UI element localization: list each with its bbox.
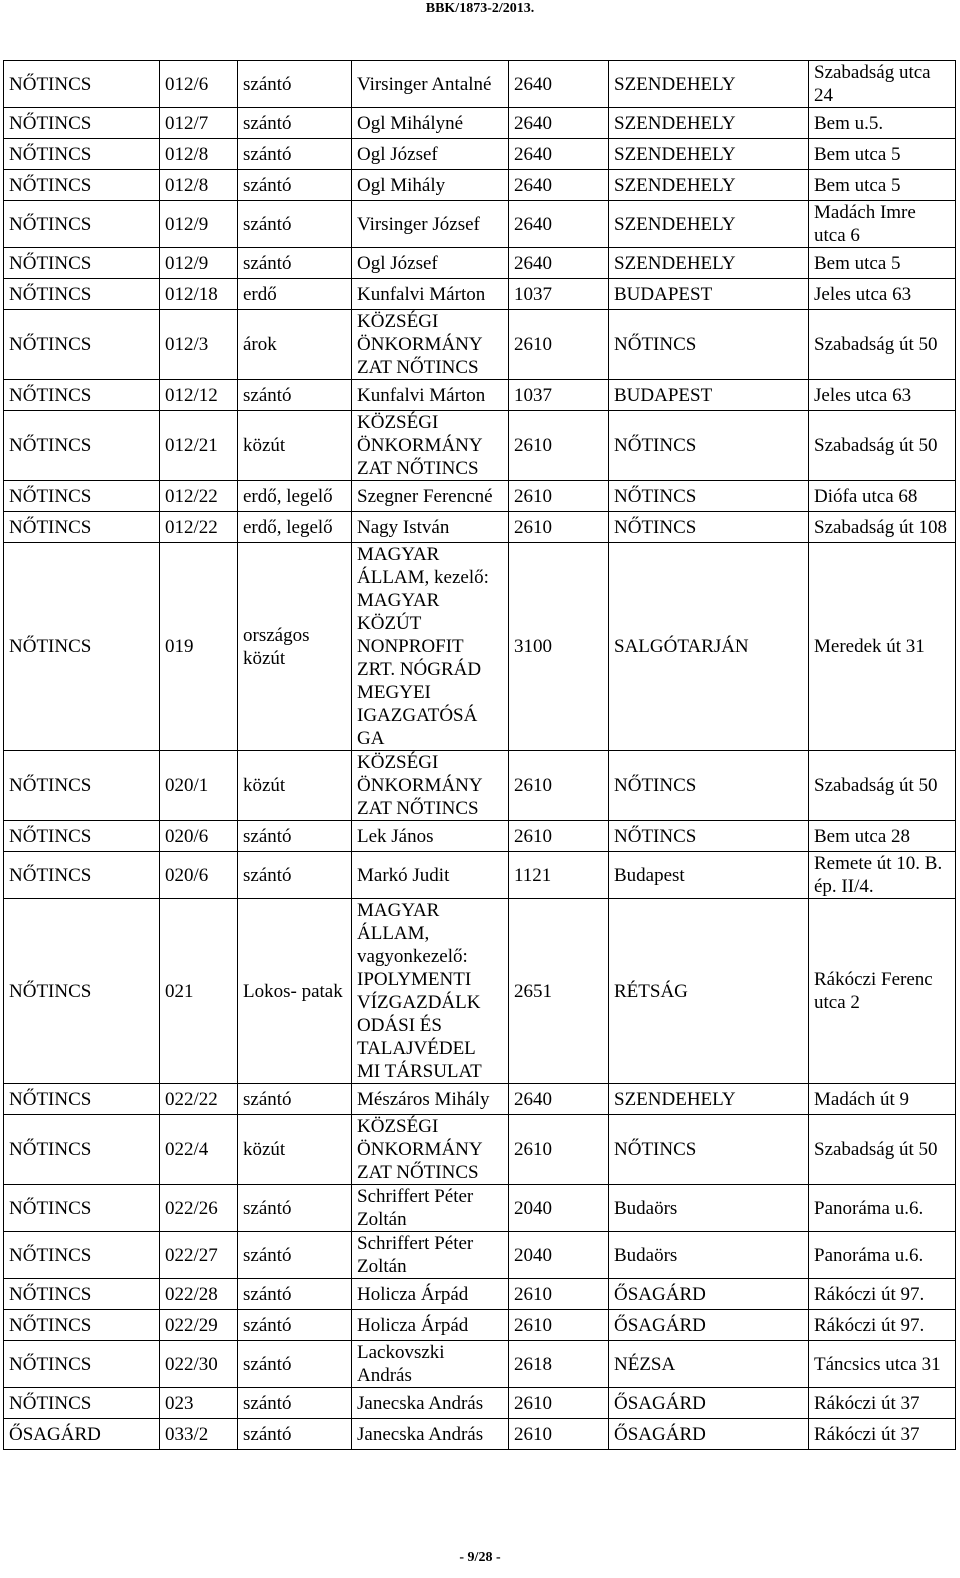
city-cell: SZENDEHELY — [609, 139, 809, 170]
parcel-number-cell: 022/4 — [160, 1115, 238, 1185]
postal-code-cell: 2040 — [509, 1185, 609, 1232]
postal-code-cell: 1037 — [509, 380, 609, 411]
cultivation-cell: szántó — [238, 1388, 352, 1419]
postal-code-cell: 2610 — [509, 310, 609, 380]
address-cell: Bem u.5. — [809, 108, 956, 139]
owner-name-cell: Nagy István — [352, 512, 509, 543]
table-row — [4, 170, 956, 201]
owner-name-cell: Lek János — [352, 821, 509, 852]
owner-name-cell: Virsinger Antalné — [352, 61, 509, 108]
settlement-cell: NŐTINCS — [4, 139, 160, 170]
table-row — [4, 1232, 956, 1279]
cultivation-cell: szántó — [238, 852, 352, 899]
address-cell: Bem utca 28 — [809, 821, 956, 852]
address-cell: Szabadság út 50 — [809, 751, 956, 821]
cultivation-cell: szántó — [238, 821, 352, 852]
settlement-cell: NŐTINCS — [4, 852, 160, 899]
table-row — [4, 512, 956, 543]
table-row — [4, 543, 956, 751]
address-cell: Bem utca 5 — [809, 248, 956, 279]
address-cell: Szabadság utca 24 — [809, 61, 956, 108]
table-row — [4, 1388, 956, 1419]
parcel-number-cell: 019 — [160, 543, 238, 751]
settlement-cell: NŐTINCS — [4, 512, 160, 543]
city-cell: BUDAPEST — [609, 380, 809, 411]
settlement-cell: NŐTINCS — [4, 108, 160, 139]
address-cell: Szabadság út 50 — [809, 1115, 956, 1185]
cultivation-cell: szántó — [238, 1185, 352, 1232]
table-row — [4, 899, 956, 1084]
settlement-cell: NŐTINCS — [4, 1115, 160, 1185]
parcel-number-cell: 022/22 — [160, 1084, 238, 1115]
postal-code-cell: 2640 — [509, 139, 609, 170]
settlement-cell: NŐTINCS — [4, 380, 160, 411]
address-cell: Jeles utca 63 — [809, 380, 956, 411]
cultivation-cell: Lokos- patak — [238, 899, 352, 1084]
parcel-number-cell: 020/6 — [160, 821, 238, 852]
postal-code-cell: 2640 — [509, 1084, 609, 1115]
postal-code-cell: 2610 — [509, 751, 609, 821]
cultivation-cell: szántó — [238, 170, 352, 201]
postal-code-cell: 2610 — [509, 821, 609, 852]
parcel-number-cell: 012/6 — [160, 61, 238, 108]
postal-code-cell: 2640 — [509, 248, 609, 279]
page-header: BBK/1873-2/2013. — [425, 1, 535, 16]
settlement-cell: NŐTINCS — [4, 1185, 160, 1232]
settlement-cell: NŐTINCS — [4, 1341, 160, 1388]
postal-code-cell: 2610 — [509, 512, 609, 543]
city-cell: NŐTINCS — [609, 1115, 809, 1185]
settlement-cell: NŐTINCS — [4, 543, 160, 751]
city-cell: ŐSAGÁRD — [609, 1419, 809, 1450]
table-row — [4, 821, 956, 852]
cultivation-cell: szántó — [238, 108, 352, 139]
owner-name-cell: Holicza Árpád — [352, 1279, 509, 1310]
city-cell: SZENDEHELY — [609, 108, 809, 139]
cultivation-cell: szántó — [238, 201, 352, 248]
city-cell: NŐTINCS — [609, 411, 809, 481]
settlement-cell: NŐTINCS — [4, 1279, 160, 1310]
address-cell: Panoráma u.6. — [809, 1185, 956, 1232]
settlement-cell: NŐTINCS — [4, 279, 160, 310]
city-cell: SZENDEHELY — [609, 248, 809, 279]
owner-name-cell: KÖZSÉGI ÖNKORMÁNY ZAT NŐTINCS — [352, 411, 509, 481]
parcel-number-cell: 012/12 — [160, 380, 238, 411]
owner-name-cell: Janecska András — [352, 1419, 509, 1450]
owner-name-cell: Kunfalvi Márton — [352, 380, 509, 411]
postal-code-cell: 2610 — [509, 1115, 609, 1185]
owner-name-cell: KÖZSÉGI ÖNKORMÁNY ZAT NŐTINCS — [352, 310, 509, 380]
address-cell: Rákóczi út 97. — [809, 1310, 956, 1341]
parcel-number-cell: 023 — [160, 1388, 238, 1419]
owner-name-cell: KÖZSÉGI ÖNKORMÁNY ZAT NŐTINCS — [352, 1115, 509, 1185]
city-cell: SZENDEHELY — [609, 61, 809, 108]
address-cell: Táncsics utca 31 — [809, 1341, 956, 1388]
cultivation-cell: közút — [238, 411, 352, 481]
cultivation-cell: szántó — [238, 248, 352, 279]
cultivation-cell: erdő, legelő — [238, 512, 352, 543]
city-cell: NŐTINCS — [609, 310, 809, 380]
table-row — [4, 380, 956, 411]
postal-code-cell: 2618 — [509, 1341, 609, 1388]
address-cell: Madách Imre utca 6 — [809, 201, 956, 248]
city-cell: ŐSAGÁRD — [609, 1388, 809, 1419]
table-row — [4, 248, 956, 279]
table-row — [4, 1341, 956, 1388]
table-row — [4, 481, 956, 512]
cultivation-cell: szántó — [238, 1279, 352, 1310]
cultivation-cell: szántó — [238, 380, 352, 411]
settlement-cell: NŐTINCS — [4, 310, 160, 380]
city-cell: NŐTINCS — [609, 512, 809, 543]
table-row — [4, 310, 956, 380]
land-register-table — [3, 60, 956, 1450]
city-cell: NŐTINCS — [609, 821, 809, 852]
postal-code-cell: 2640 — [509, 170, 609, 201]
cultivation-cell: közút — [238, 751, 352, 821]
parcel-number-cell: 020/1 — [160, 751, 238, 821]
settlement-cell: NŐTINCS — [4, 170, 160, 201]
owner-name-cell: Szegner Ferencné — [352, 481, 509, 512]
owner-name-cell: Lackovszki András — [352, 1341, 509, 1388]
parcel-number-cell: 022/30 — [160, 1341, 238, 1388]
address-cell: Bem utca 5 — [809, 170, 956, 201]
city-cell: Budapest — [609, 852, 809, 899]
settlement-cell: ŐSAGÁRD — [4, 1419, 160, 1450]
settlement-cell: NŐTINCS — [4, 1388, 160, 1419]
settlement-cell: NŐTINCS — [4, 61, 160, 108]
cultivation-cell: szántó — [238, 1341, 352, 1388]
address-cell: Szabadság út 108 — [809, 512, 956, 543]
owner-name-cell: Ogl József — [352, 139, 509, 170]
postal-code-cell: 2610 — [509, 1388, 609, 1419]
cultivation-cell: szántó — [238, 139, 352, 170]
table-row — [4, 1419, 956, 1450]
land-register-body — [4, 61, 956, 1450]
parcel-number-cell: 012/8 — [160, 170, 238, 201]
owner-name-cell: Schriffert Péter Zoltán — [352, 1232, 509, 1279]
city-cell: RÉTSÁG — [609, 899, 809, 1084]
cultivation-cell: országos közút — [238, 543, 352, 751]
address-cell: Remete út 10. B. ép. II/4. — [809, 852, 956, 899]
postal-code-cell: 1121 — [509, 852, 609, 899]
postal-code-cell: 2640 — [509, 108, 609, 139]
settlement-cell: NŐTINCS — [4, 481, 160, 512]
parcel-number-cell: 012/18 — [160, 279, 238, 310]
cultivation-cell: közút — [238, 1115, 352, 1185]
owner-name-cell: Kunfalvi Márton — [352, 279, 509, 310]
owner-name-cell: Ogl Mihály — [352, 170, 509, 201]
owner-name-cell: MAGYAR ÁLLAM, kezelő: MAGYAR KÖZÚT NONPROFIT ZRT. NÓGRÁD MEGYEI IGAZGATÓSÁ GA — [352, 543, 509, 751]
page-number: - 9/28 - — [459, 1550, 501, 1565]
city-cell: SALGÓTARJÁN — [609, 543, 809, 751]
address-cell: Jeles utca 63 — [809, 279, 956, 310]
table-row — [4, 1084, 956, 1115]
table-row — [4, 411, 956, 481]
postal-code-cell: 2610 — [509, 1419, 609, 1450]
parcel-number-cell: 012/9 — [160, 248, 238, 279]
settlement-cell: NŐTINCS — [4, 751, 160, 821]
table-row — [4, 279, 956, 310]
owner-name-cell: Ogl Mihályné — [352, 108, 509, 139]
settlement-cell: NŐTINCS — [4, 1232, 160, 1279]
city-cell: SZENDEHELY — [609, 1084, 809, 1115]
parcel-number-cell: 012/22 — [160, 481, 238, 512]
postal-code-cell: 1037 — [509, 279, 609, 310]
parcel-number-cell: 012/7 — [160, 108, 238, 139]
settlement-cell: NŐTINCS — [4, 248, 160, 279]
owner-name-cell: Mészáros Mihály — [352, 1084, 509, 1115]
city-cell: NÉZSA — [609, 1341, 809, 1388]
cultivation-cell: szántó — [238, 61, 352, 108]
table-row — [4, 751, 956, 821]
city-cell: NŐTINCS — [609, 751, 809, 821]
cultivation-cell: szántó — [238, 1232, 352, 1279]
address-cell: Szabadság út 50 — [809, 310, 956, 380]
postal-code-cell: 2610 — [509, 1310, 609, 1341]
postal-code-cell: 2640 — [509, 61, 609, 108]
address-cell: Madách út 9 — [809, 1084, 956, 1115]
address-cell: Rákóczi út 37 — [809, 1419, 956, 1450]
table-row — [4, 61, 956, 108]
cultivation-cell: erdő, legelő — [238, 481, 352, 512]
table-row — [4, 201, 956, 248]
postal-code-cell: 3100 — [509, 543, 609, 751]
table-row — [4, 1310, 956, 1341]
owner-name-cell: Ogl József — [352, 248, 509, 279]
table-row — [4, 139, 956, 170]
parcel-number-cell: 021 — [160, 899, 238, 1084]
parcel-number-cell: 022/26 — [160, 1185, 238, 1232]
parcel-number-cell: 012/21 — [160, 411, 238, 481]
owner-name-cell: Janecska András — [352, 1388, 509, 1419]
settlement-cell: NŐTINCS — [4, 1310, 160, 1341]
postal-code-cell: 2610 — [509, 481, 609, 512]
parcel-number-cell: 012/3 — [160, 310, 238, 380]
table-row — [4, 1279, 956, 1310]
city-cell: Budaörs — [609, 1232, 809, 1279]
city-cell: SZENDEHELY — [609, 201, 809, 248]
city-cell: SZENDEHELY — [609, 170, 809, 201]
settlement-cell: NŐTINCS — [4, 1084, 160, 1115]
address-cell: Panoráma u.6. — [809, 1232, 956, 1279]
settlement-cell: NŐTINCS — [4, 821, 160, 852]
settlement-cell: NŐTINCS — [4, 201, 160, 248]
parcel-number-cell: 033/2 — [160, 1419, 238, 1450]
parcel-number-cell: 022/29 — [160, 1310, 238, 1341]
city-cell: NŐTINCS — [609, 481, 809, 512]
owner-name-cell: MAGYAR ÁLLAM, vagyonkezelő: IPOLYMENTI VÍZGAZDÁLK ODÁSI ÉS TALAJVÉDEL MI TÁRSULAT — [352, 899, 509, 1084]
table-row — [4, 108, 956, 139]
postal-code-cell: 2640 — [509, 201, 609, 248]
cultivation-cell: erdő — [238, 279, 352, 310]
parcel-number-cell: 012/9 — [160, 201, 238, 248]
address-cell: Rákóczi út 37 — [809, 1388, 956, 1419]
postal-code-cell: 2040 — [509, 1232, 609, 1279]
table-row — [4, 1185, 956, 1232]
city-cell: ŐSAGÁRD — [609, 1310, 809, 1341]
city-cell: BUDAPEST — [609, 279, 809, 310]
parcel-number-cell: 022/27 — [160, 1232, 238, 1279]
address-cell: Rákóczi Ferenc utca 2 — [809, 899, 956, 1084]
parcel-number-cell: 020/6 — [160, 852, 238, 899]
address-cell: Szabadság út 50 — [809, 411, 956, 481]
cultivation-cell: szántó — [238, 1084, 352, 1115]
parcel-number-cell: 012/8 — [160, 139, 238, 170]
address-cell: Diófa utca 68 — [809, 481, 956, 512]
cultivation-cell: szántó — [238, 1419, 352, 1450]
city-cell: ŐSAGÁRD — [609, 1279, 809, 1310]
postal-code-cell: 2651 — [509, 899, 609, 1084]
cultivation-cell: árok — [238, 310, 352, 380]
owner-name-cell: KÖZSÉGI ÖNKORMÁNY ZAT NŐTINCS — [352, 751, 509, 821]
address-cell: Meredek út 31 — [809, 543, 956, 751]
owner-name-cell: Holicza Árpád — [352, 1310, 509, 1341]
table-row — [4, 852, 956, 899]
postal-code-cell: 2610 — [509, 1279, 609, 1310]
settlement-cell: NŐTINCS — [4, 899, 160, 1084]
city-cell: Budaörs — [609, 1185, 809, 1232]
owner-name-cell: Virsinger József — [352, 201, 509, 248]
settlement-cell: NŐTINCS — [4, 411, 160, 481]
parcel-number-cell: 012/22 — [160, 512, 238, 543]
owner-name-cell: Markó Judit — [352, 852, 509, 899]
parcel-number-cell: 022/28 — [160, 1279, 238, 1310]
address-cell: Rákóczi út 97. — [809, 1279, 956, 1310]
table-row — [4, 1115, 956, 1185]
postal-code-cell: 2610 — [509, 411, 609, 481]
owner-name-cell: Schriffert Péter Zoltán — [352, 1185, 509, 1232]
cultivation-cell: szántó — [238, 1310, 352, 1341]
address-cell: Bem utca 5 — [809, 139, 956, 170]
